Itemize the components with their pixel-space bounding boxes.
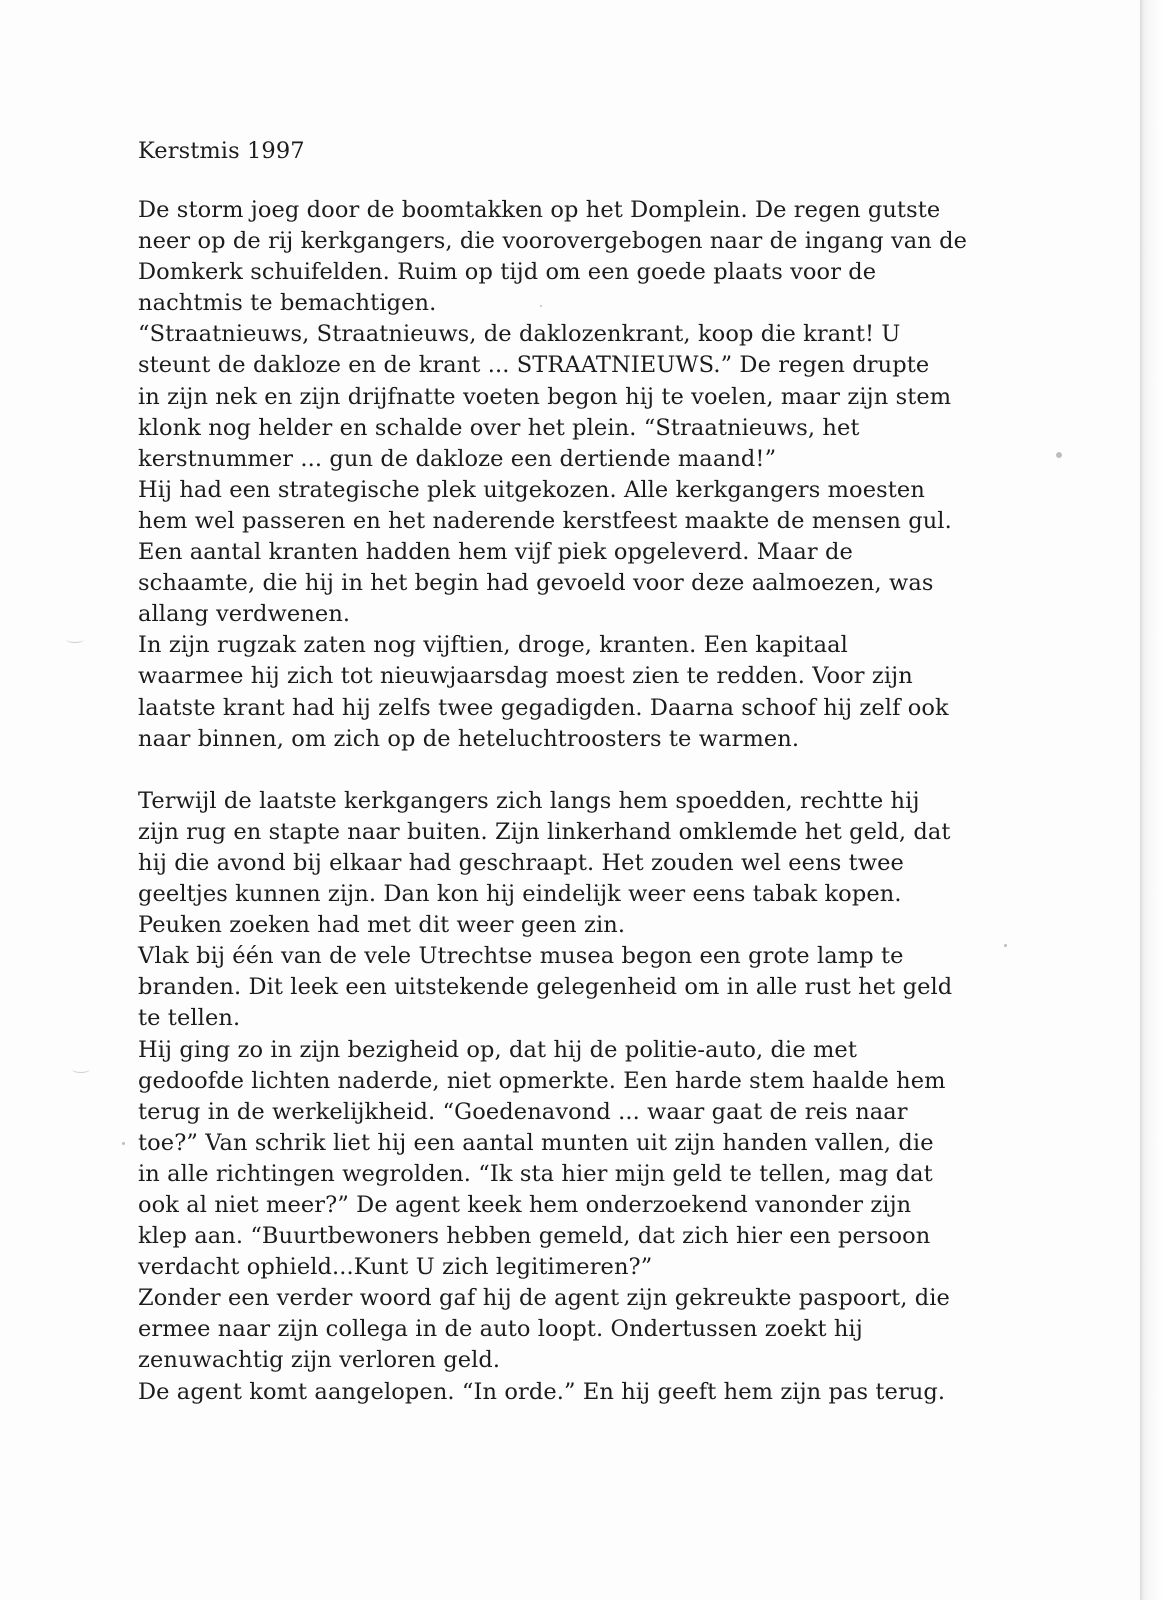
text-line: ermee naar zijn collega in de auto loopt. Ondertussen zoekt hij	[138, 1316, 863, 1343]
text-line: neer op de rij kerkgangers, die voorovergebogen naar de ingang van de	[138, 228, 968, 255]
text-line: Peuken zoeken had met dit weer geen zin.	[138, 912, 626, 939]
text-line: De agent komt aangelopen. “In orde.” En hij geeft hem zijn pas terug.	[138, 1378, 946, 1405]
text-line: geeltjes kunnen zijn. Dan kon hij eindelijk weer eens tabak kopen.	[138, 881, 902, 908]
text-line: zenuwachtig zijn verloren geld.	[138, 1347, 501, 1374]
text-line: Zonder een verder woord gaf hij de agent zijn gekreukte paspoort, die	[138, 1285, 950, 1312]
text-line: branden. Dit leek een uitstekende gelegenheid om in alle rust het geld	[138, 974, 953, 1001]
text-line: kerstnummer ... gun de dakloze een dertiende maand!”	[138, 445, 777, 472]
text-line: waarmee hij zich tot nieuwjaarsdag moest zien te redden. Voor zijn	[138, 663, 913, 690]
scan-speck	[122, 1142, 125, 1145]
document-title: Kerstmis 1997	[138, 138, 305, 164]
text-line: Hij ging zo in zijn bezigheid op, dat hij de politie-auto, die met	[138, 1036, 857, 1063]
punch-hole-mark	[66, 636, 84, 643]
text-line: De storm joeg door de boomtakken op het Domplein. De regen gutste	[138, 197, 941, 223]
text-line: allang verdwenen.	[138, 601, 351, 628]
text-line: laatste krant had hij zelfs twee gegadigden. Daarna schoof hij zelf ook	[138, 694, 949, 721]
paragraph-section-2	[138, 786, 998, 1408]
text-line: in alle richtingen wegrolden. “Ik sta hier mijn geld te tellen, mag dat	[138, 1160, 933, 1187]
scan-speck	[540, 305, 542, 307]
text-line: schaamte, die hij in het begin had gevoeld voor deze aalmoezen, was	[138, 570, 934, 597]
text-line: steunt de dakloze en de krant ... STRAATNIEUWS.” De regen drupte	[138, 352, 930, 379]
text-line: Een aantal kranten hadden hem vijf piek opgeleverd. Maar de	[138, 539, 853, 566]
text-line: nachtmis te bemachtigen.	[138, 290, 437, 317]
text-line: te tellen.	[138, 1005, 241, 1032]
document-body	[138, 133, 998, 1408]
text-line: gedoofde lichten naderde, niet opmerkte. Een harde stem haalde hem	[138, 1067, 946, 1094]
scan-speck	[1056, 452, 1062, 458]
text-line: Terwijl de laatste kerkgangers zich langs hem spoedden, rechtte hij	[138, 787, 920, 814]
text-line: ook al niet meer?” De agent keek hem onderzoekend vanonder zijn	[138, 1192, 912, 1218]
text-line: In zijn rugzak zaten nog vijftien, droge, kranten. Een kapitaal	[138, 632, 848, 659]
paragraph-section-1	[138, 195, 998, 755]
text-line: hem wel passeren en het naderende kerstfeest maakte de mensen gul.	[138, 507, 952, 534]
punch-hole-mark	[72, 1066, 90, 1073]
text-line: Hij had een strategische plek uitgekozen. Alle kerkgangers moesten	[138, 476, 925, 503]
text-line: hij die avond bij elkaar had geschraapt. Het zouden wel eens twee	[138, 849, 904, 876]
text-line: Domkerk schuifelden. Ruim op tijd om een goede plaats voor de	[138, 259, 877, 286]
text-line: klonk nog helder en schalde over het plein. “Straatnieuws, het	[138, 414, 860, 441]
text-line: Vlak bij één van de vele Utrechtse musea begon een grote lamp te	[138, 943, 904, 970]
text-line: toe?” Van schrik liet hij een aantal munten uit zijn handen vallen, die	[138, 1129, 934, 1156]
text-line: “Straatnieuws, Straatnieuws, de daklozenkrant, koop die krant! U	[138, 321, 901, 348]
text-line: klep aan. “Buurtbewoners hebben gemeld, dat zich hier een persoon	[138, 1223, 931, 1250]
page-edge-shadow	[1140, 0, 1163, 1600]
text-line: in zijn nek en zijn drijfnatte voeten begon hij te voelen, maar zijn stem	[138, 383, 952, 410]
text-line: verdacht ophield...Kunt U zich legitimeren?”	[138, 1254, 653, 1281]
text-line: zijn rug en stapte naar buiten. Zijn linkerhand omklemde het geld, dat	[138, 818, 951, 845]
text-line: terug in de werkelijkheid. “Goedenavond ... waar gaat de reis naar	[138, 1098, 908, 1125]
paragraph-gap	[138, 755, 998, 786]
text-line: naar binnen, om zich op de heteluchtroosters te warmen.	[138, 725, 800, 752]
scan-speck	[1004, 944, 1007, 947]
